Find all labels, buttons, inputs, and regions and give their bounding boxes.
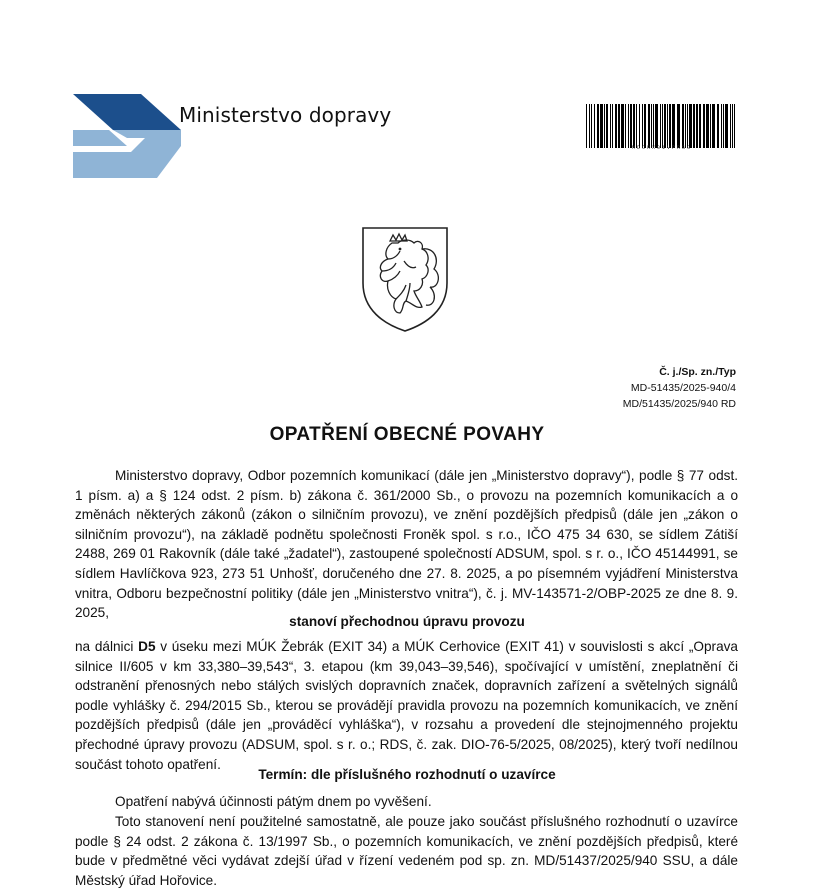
- ministry-logo: [73, 94, 183, 178]
- reference-number: MD-51435/2025-940/4: [630, 382, 736, 394]
- road-name: D5: [138, 639, 156, 654]
- coat-of-arms-icon: [360, 225, 450, 333]
- effect-paragraph: Opatření nabývá účinnosti pátým dnem po vyvěšení.: [115, 794, 432, 809]
- decision-heading: stanoví přechodnou úpravu provozu: [289, 614, 525, 629]
- reference-label: Č. j./Sp. zn./Typ: [659, 366, 736, 378]
- barcode-text: MDCRX01VPRSG: [631, 145, 692, 151]
- document-title: OPATŘENÍ OBECNÉ POVAHY: [269, 424, 545, 445]
- closing-paragraph: Toto stanovení není použitelné samostatně, ale pouze jako součást příslušného rozhodnutí o uzavírce podle § 24 odst. 2 zákona č. 13/1997 Sb., o pozemních komunikacích, ve znění pozdějších předpisů, které bude v předmětné věci vydávat zdejší úřad v řízení vedeném pod sp. zn. MD/51437/2025/940 SSU, a dále Městský úřad Hořovice.: [75, 814, 738, 888]
- decision-paragraph: [75, 637, 738, 774]
- reference-block: [623, 364, 736, 412]
- barcode: [586, 104, 738, 148]
- intro-paragraph: Ministerstvo dopravy, Odbor pozemních komunikací (dále jen „Ministerstvo dopravy“), podle § 77 odst. 1 písm. a) a § 124 odst. 2 písm. b) zákona č. 361/2000 Sb., o provozu na pozemních komunikacích a o změnách některých zákonů (zákon o silničním provozu), ve znění pozdějších předpisů (dále jen „zákon o silničním provozu“), na základě podnětu společnosti Froněk spol. s r.o., IČO 475 34 630, se sídlem Zátiší 2488, 269 01 Rakovník (dále také „žadatel“), zastoupené společností ADSUM, spol. s r. o., IČO 45144991, se sídlem Havlíčkova 923, 273 51 Unhošť, doručeného dne 27. 8. 2025, a po písemném vyjádření Ministerstva vnitra, Odboru bezpečnostní politiky (dále jen „Ministerstvo vnitra“), č. j. MV-143571-2/OBP-2025 ze dne 8. 9. 2025,: [75, 468, 738, 621]
- ministry-name: Ministerstvo dopravy: [179, 103, 392, 127]
- decision-text-rest: v úseku mezi MÚK Žebrák (EXIT 34) a MÚK Cerhovice (EXIT 41) v souvislosti s akcí „Oprava silnice II/605 v km 33,380–39,543“, 3. etapou (km 39,043–39,546), spočívající v umístění, zneplatnění či odstranění přenosných nebo stálých svislých dopravních značek, dopravních zařízení a světelných signálů podle vyhlášky č. 294/2015 Sb., kterou se provádějí pravidla provozu na pozemních komunikacích, ve znění pozdějších předpisů (dále jen „prováděcí vyhláška“), v rozsahu a provedení dle stejnojmenného projektu přechodné úpravy provozu (ADSUM, spol. s r. o.; RDS, č. zak. DIO-76-5/2025, 08/2025), který tvoří nedílnou součást tohoto opatření.: [75, 639, 738, 772]
- term-heading: Termín: dle příslušného rozhodnutí o uzavírce: [258, 767, 556, 782]
- file-number: MD/51435/2025/940 RD: [622, 398, 736, 410]
- decision-text-start: na dálnici: [75, 639, 139, 654]
